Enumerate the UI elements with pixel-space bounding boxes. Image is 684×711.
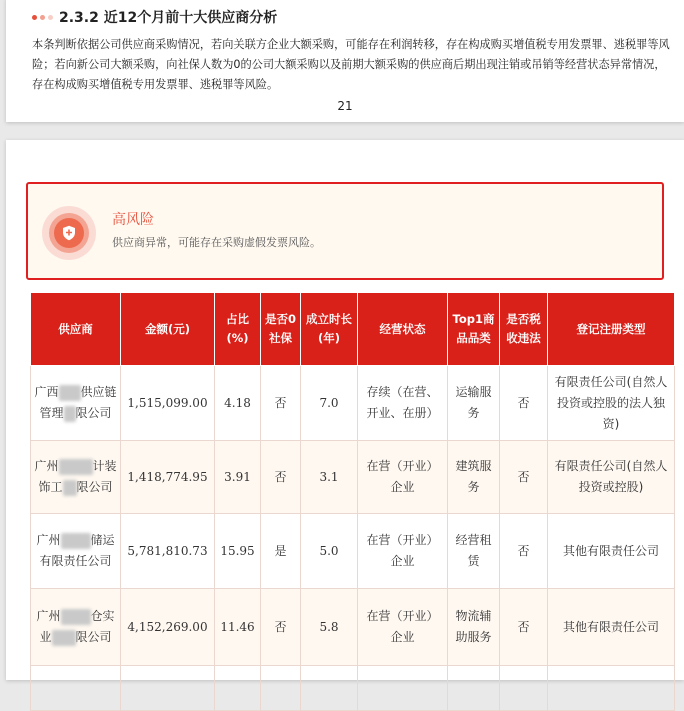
- amount-cell: 4,152,269.00: [121, 589, 215, 666]
- empty-cell: [31, 666, 121, 711]
- zero-social-security-cell: 是: [261, 514, 301, 589]
- ratio-cell: 15.95: [215, 514, 261, 589]
- col-header-zero-social-security: 是否0社保: [261, 293, 301, 366]
- report-page-lower: [6, 140, 684, 680]
- registration-type-cell: 其他有限责任公司: [548, 514, 675, 589]
- status-cell: 在营（开业）企业: [358, 441, 448, 514]
- tax-illegal-cell: 否: [500, 589, 548, 666]
- col-header-top1-category: Top1商品品类: [448, 293, 500, 366]
- ratio-cell: 11.46: [215, 589, 261, 666]
- amount-cell: 1,515,099.00: [121, 366, 215, 441]
- risk-alert-box: [26, 182, 664, 280]
- col-header-years: 成立时长(年): [301, 293, 358, 366]
- risk-description: 供应商异常，可能存在采购虚假发票风险。: [112, 236, 321, 249]
- table-header-row: [31, 293, 675, 366]
- status-cell: 存续（在营、开业、在册）: [358, 366, 448, 441]
- col-header-ratio: 占比(%): [215, 293, 261, 366]
- section-heading: [32, 7, 277, 27]
- table-row: [31, 589, 675, 666]
- top1-category-cell: 运输服务: [448, 366, 500, 441]
- bullet-dots-icon: [32, 15, 53, 20]
- top1-category-cell: 建筑服务: [448, 441, 500, 514]
- status-cell: 在营（开业）企业: [358, 514, 448, 589]
- risk-level-label: 高风险: [112, 212, 154, 228]
- tax-illegal-cell: 否: [500, 514, 548, 589]
- shield-icon: [62, 225, 76, 241]
- zero-social-security-cell: 否: [261, 589, 301, 666]
- section-paragraph: 本条判断依据公司供应商采购情况，若向关联方企业大额采购，可能存在利润转移，存在构成购买增值税专用发票罪、逃税罪等风险；若向新公司大额采购，向社保人数为0的公司大额采购以及前期大额采购的供应商后期出现注销或吊销等经营状态异常情况，存在构成购买增值税专用发票罪、逃税罪等风险。: [32, 38, 670, 91]
- risk-badge: [42, 206, 96, 260]
- col-header-registration-type: 登记注册类型: [548, 293, 675, 366]
- years-cell: 5.8: [301, 589, 358, 666]
- table-row: [31, 441, 675, 514]
- report-page-upper: [6, 0, 684, 122]
- col-header-status: 经营状态: [358, 293, 448, 366]
- supplier-name-cell: 广州 仓实业 限公司: [31, 589, 121, 666]
- tax-illegal-cell: 否: [500, 441, 548, 514]
- zero-social-security-cell: 否: [261, 441, 301, 514]
- table-row: [31, 366, 675, 441]
- col-header-tax-illegal: 是否税收违法: [500, 293, 548, 366]
- zero-social-security-cell: 否: [261, 366, 301, 441]
- top1-category-cell: 物流辅助服务: [448, 589, 500, 666]
- registration-type-cell: 有限责任公司(自然人投资或控股的法人独资): [548, 366, 675, 441]
- supplier-name-cell: 广西 供应链管理 限公司: [31, 366, 121, 441]
- supplier-table: [30, 292, 675, 711]
- supplier-name-cell: 广州 计装饰工 限公司: [31, 441, 121, 514]
- top1-category-cell: 经营租赁: [448, 514, 500, 589]
- section-title: 2.3.2 近12个月前十大供应商分析: [59, 10, 278, 26]
- tax-illegal-cell: 否: [500, 366, 548, 441]
- amount-cell: 5,781,810.73: [121, 514, 215, 589]
- supplier-name-cell: 广州 储运有限责任公司: [31, 514, 121, 589]
- table-row: [31, 666, 675, 711]
- years-cell: 5.0: [301, 514, 358, 589]
- page-number: 21: [337, 99, 353, 113]
- col-header-amount: 金额(元): [121, 293, 215, 366]
- table-row: [31, 514, 675, 589]
- col-header-supplier: 供应商: [31, 293, 121, 366]
- years-cell: 3.1: [301, 441, 358, 514]
- ratio-cell: 4.18: [215, 366, 261, 441]
- registration-type-cell: 其他有限责任公司: [548, 589, 675, 666]
- years-cell: 7.0: [301, 366, 358, 441]
- amount-cell: 1,418,774.95: [121, 441, 215, 514]
- status-cell: 在营（开业）企业: [358, 589, 448, 666]
- ratio-cell: 3.91: [215, 441, 261, 514]
- registration-type-cell: 有限责任公司(自然人投资或控股): [548, 441, 675, 514]
